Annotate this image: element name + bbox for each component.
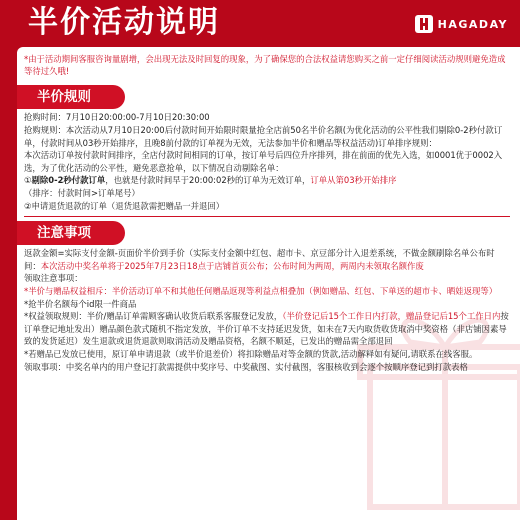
notice-text: *由于活动期间客服咨询量剧增，会出现无法及时回复的现象，为了确保您的合法权益请您购买之前一定仔细阅读活动规则避免造成等待过久哦!	[24, 54, 506, 77]
content-card	[17, 47, 520, 520]
rule-item-1-red: 订单从第03秒开始排序	[310, 175, 397, 186]
claim-rule	[24, 310, 510, 348]
claim-rule-b: 按订单登记地址发出）赠品颜色款式随机不指定发放，半价订单不支持延迟发货，如未在7天内取货收货取消中奖资格（非店铺因素导致的发货延迟）发生退款或退货退款则取消活动及赠品资格，名额不顺延，已发出的赠品需全部退回	[24, 311, 509, 347]
brand-logo-text: HAGADAY	[437, 17, 508, 31]
purchase-time: 抢购时间：7月10日20:00:00-7月10日20:30:00	[24, 112, 210, 123]
section-title-half-price-rules: 半价规则	[17, 85, 125, 109]
claim-rule-a: *权益领取规则：半价/赠品订单需顾客确认收货后联系客服登记发放，	[24, 311, 283, 322]
refund-paragraph	[24, 247, 510, 272]
rule-paragraph-a: 抢购规则：本次活动从7月10日20:00后付款时间开始限时限量抢全店前50名半价名额(为优化活动的公平性我们剔除0-2秒付款订单，付款时间从03秒开始排序，且晚8前付款的订单视为无效，无法参加半价和赠品等权益活动)订单排序规则：	[24, 125, 503, 148]
exclusive-rule: *半价与赠品权益相斥：半价活动订单不和其他任何赠品返现等利益点相叠加（例如赠品、红包、下单送的超市卡、晒娃返现等）	[24, 285, 498, 296]
header-bar	[0, 0, 520, 46]
section-divider	[24, 216, 510, 217]
section-title-notes: 注意事项	[17, 221, 125, 245]
rule-paragraph-b: 本次活动订单按付款时间排序，全店付款时间相同的订单，按订单号后四位升序排列，排在前面的优先入选，如0001优于0002入选，为了优化活动的公平性，避免恶意抢单，以下情况自动剔除名单：	[24, 150, 503, 173]
one-per-id-rule: *抢半价名额每个id限一件商品	[24, 298, 137, 309]
refund-announce-red: 本次活动中奖名单将于2025年7月23日18点于店铺首页公布；公布时间为两周，两周内未领取名额作废	[40, 260, 424, 271]
rule-item-2: ②申请退货退款的订单（退货退款需把赠品一并退回）	[24, 200, 225, 211]
rule-item-1-tail: （排序：付款时间>订单尾号）	[24, 187, 140, 198]
rule-item-1-mid: ，也就是付款时间早于20:00:02秒的订单为无效订单，	[105, 175, 311, 186]
refund-text: 返款金额=实际支付金额-页面价半价到手价（实际支付金额中红包、超市卡、京豆部分计入退差系统，不做金额刷除名单公布时间：	[24, 248, 495, 271]
brand-logo-icon	[415, 15, 433, 33]
rule-item-1-bold: 剔除0-2秒付款订单	[31, 175, 106, 186]
claim-rule-red: （半价登记后15个工作日内打款，赠品登记后15个工作日内	[282, 311, 501, 322]
brand-logo	[415, 13, 508, 35]
rule-item-1	[24, 174, 510, 199]
rule-item-1-prefix: ①	[24, 175, 32, 186]
claim-items-rule: 领取事项：中奖名单内的用户登记打款需提供中奖序号、中奖截图、实付截图，客服核收到会逐个按顺序登记到打款表格	[24, 361, 468, 372]
page-title: 半价活动说明	[28, 5, 220, 40]
claim-notes-heading: 领取注意事项：	[24, 273, 83, 284]
gift-used-rule: *若赠品已发放已使用，原订单申请退款（或半价退差价）将扣除赠品对等金额的货款,活动解释如有疑问,请联系在线客服。	[24, 348, 478, 359]
